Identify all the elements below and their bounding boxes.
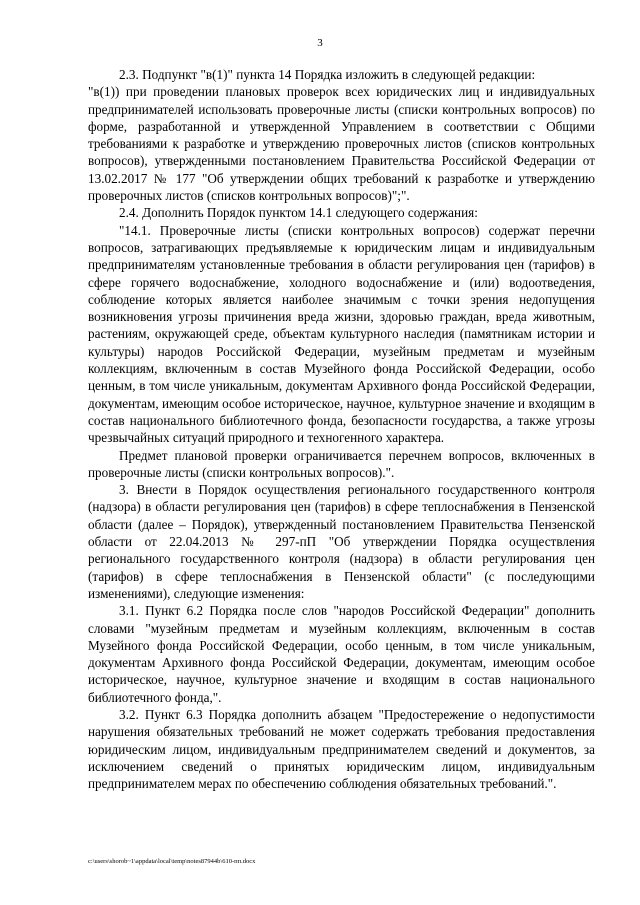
paragraph-2-3-text: "в(1)) при проведении плановых проверок всех юридических лиц и индивидуальных предпринимателей использовать проверочные листы (списки контрольных вопросов) по форме, разработанной и утвержденной Управлением в соответствии с Общими требованиями к разработке и утверждению проверочных листов (списков контрольных вопросов), утвержденными постановлением Правительства Российской Федерации от 13.02.2017 № 177 "Об утверждении общих требований к разработке и утверждению проверочных листов (списков контрольных вопросов)";". <box>88 84 595 204</box>
footer-file-path: c:\users\shorob~1\appdata\local\temp\notes87944b\610-пп.docx <box>88 858 256 865</box>
paragraph-2-3: 2.3. Подпункт "в(1)" пункта 14 Порядка изложить в следующей редакции: <box>119 67 536 82</box>
paragraph-3-2: 3.2. Пункт 6.3 Порядка дополнить абзацем "Предостережение о недопустимости нарушения обязательных требований не может содержать требования предоставления юридическим лицом, индивидуальным предпринимателем сведений и документов, за исключением сведений о принятых юридическим лицом, индивидуальным предпринимателем мерах по обеспечению соблюдения обязательных требований.". <box>88 706 595 792</box>
paragraph-3-1: 3.1. Пункт 6.2 Порядка после слов "народов Российской Федерации" дополнить словами "музейным предметам и музейным коллекциям, включенным в состав Музейного фонда Российской Федерации, особо ценным, в том числе уникальным, документам Архивного фонда Российской Федерации, документам, имеющим особое историческое, научное, культурное значение и входящим в состав национального библиотечного фонда,". <box>88 603 595 705</box>
document-body <box>88 66 595 792</box>
paragraph-14-1: "14.1. Проверочные листы (списки контрольных вопросов) содержат перечни вопросов, затрагивающих предъявляемые к юридическим лицам и индивидуальным предпринимателям установленные требования в области регулирования цен (тарифов) в сфере горячего водоснабжение, холодного водоснабжение и (или) водоотведения, соблюдение которых является наиболее значимым с точки зрения недопущения возникновения угрозы причинения вреда жизни, здоровью граждан, вреда животным, растениям, окружающей среде, объектам культурного наследия (памятникам истории и культуры) народов Российской Федерации, музейным предметам и музейным коллекциям, включенным в состав Музейного фонда Российской Федерации, особо ценным, в том числе уникальным, документам Архивного фонда Российской Федерации, документам, имеющим особое историческое, научное, культурное значение и входящим в состав национального библиотечного фонда, безопасности государства, а также угрозы чрезвычайных ситуаций природного и техногенного характера. <box>88 222 595 446</box>
paragraph-subject: Предмет плановой проверки ограничивается перечнем вопросов, включенных в проверочные листы (списки контрольных вопросов).". <box>88 447 595 480</box>
page-number: 3 <box>317 37 323 49</box>
paragraph-3: 3. Внести в Порядок осуществления регионального государственного контроля (надзора) в области регулирования цен (тарифов) в сфере теплоснабжения в Пензенской области (далее – Порядок), утвержденный постановлением Правительства Пензенской области от 22.04.2013 № 297-пП "Об утверждении Порядка осуществления регионального государственного контроля (надзора) в области регулирования цен (тарифов) в сфере теплоснабжения в Пензенской области" (с последующими изменениями), следующие изменения: <box>88 482 595 601</box>
paragraph-2-4: 2.4. Дополнить Порядок пунктом 14.1 следующего содержания: <box>119 205 478 221</box>
